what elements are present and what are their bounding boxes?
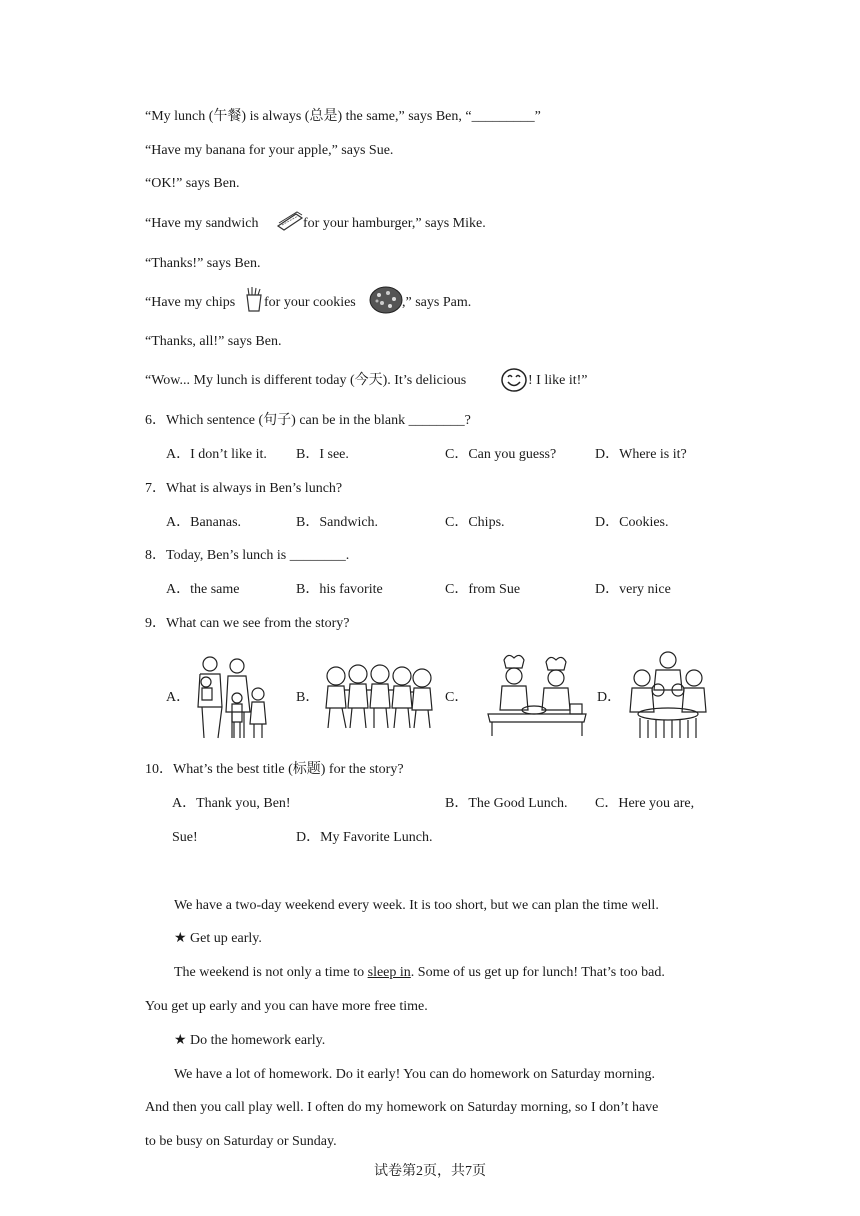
question-6-stem: 6．Which sentence (句子) can be in the blank ________?: [145, 413, 471, 428]
question-10-option-a[interactable]: A．Thank you, Ben!: [172, 796, 291, 811]
story-line-6c: ,” says Pam.: [402, 295, 472, 310]
passage-paragraph-3-line-1: We have a lot of homework. Do it early! You can do homework on Saturday morning.: [174, 1067, 655, 1082]
story-line-4a: “Have my sandwich: [145, 216, 259, 231]
question-7-option-a[interactable]: A．Bananas.: [166, 515, 242, 530]
question-6-option-d[interactable]: D．Where is it?: [595, 447, 687, 462]
sandwich-icon: [276, 210, 304, 232]
question-9-option-c[interactable]: C．: [445, 690, 469, 705]
chips-icon: [244, 286, 264, 312]
diners-picture: [628, 648, 708, 742]
question-10-option-b[interactable]: B．The Good Lunch.: [445, 796, 568, 811]
story-line-5: “Thanks!” says Ben.: [145, 256, 261, 271]
question-10-stem: 10．What’s the best title (标题) for the story?: [145, 762, 404, 777]
story-line-2: “Have my banana for your apple,” says Sue.: [145, 143, 394, 158]
story-line-8b: ! I like it!”: [528, 373, 588, 388]
question-9-stem: 9．What can we see from the story?: [145, 616, 350, 631]
story-line-7: “Thanks, all!” says Ben.: [145, 334, 282, 349]
question-6-option-c[interactable]: C．Can you guess?: [445, 447, 557, 462]
story-line-1: “My lunch (午餐) is always (总是) the same,” says Ben, “_________”: [145, 109, 541, 124]
story-line-3: “OK!” says Ben.: [145, 176, 240, 191]
passage-heading-2: ★ Do the homework early.: [174, 1033, 326, 1048]
passage-paragraph-3-line-3: to be busy on Saturday or Sunday.: [145, 1134, 337, 1149]
story-line-6a: “Have my chips: [145, 295, 236, 310]
question-6-option-b[interactable]: B．I see.: [296, 447, 349, 462]
passage-heading-1: ★ Get up early.: [174, 931, 262, 946]
story-line-4b: for your hamburger,” says Mike.: [303, 216, 486, 231]
smiley-icon: [500, 367, 528, 393]
question-6-option-a[interactable]: A．I don’t like it.: [166, 447, 267, 462]
question-7-stem: 7．What is always in Ben’s lunch?: [145, 481, 343, 496]
question-9-option-a[interactable]: A．: [166, 690, 191, 705]
question-9-option-b[interactable]: B．: [296, 690, 320, 705]
underlined-phrase: sleep in: [367, 965, 411, 980]
question-8-option-a[interactable]: A．the same: [166, 582, 240, 597]
page-footer: 试卷第2页，共7页: [374, 1164, 486, 1179]
passage-paragraph-1: We have a two-day weekend every week. It is too short, but we can plan the time well.: [174, 898, 659, 913]
family-picture: [192, 652, 274, 740]
question-9-option-d[interactable]: D．: [597, 690, 622, 705]
passage-paragraph-2-line-1: [174, 964, 665, 982]
question-7-option-b[interactable]: B．Sandwich.: [296, 515, 379, 530]
children-picture: [322, 662, 434, 732]
story-line-8a: “Wow... My lunch is different today (今天). It’s delicious: [145, 373, 467, 388]
passage-paragraph-2-line-2: You get up early and you can have more free time.: [145, 999, 428, 1014]
passage-text: The weekend is not only a time to: [174, 965, 368, 980]
passage-text: . Some of us get up for lunch! That’s too bad.: [410, 965, 665, 980]
question-8-option-d[interactable]: D．very nice: [595, 582, 671, 597]
question-10-option-c-continued: Sue!: [172, 830, 198, 845]
story-line-6b: for your cookies: [264, 295, 356, 310]
question-8-option-c[interactable]: C．from Sue: [445, 582, 521, 597]
cookie-icon: [369, 285, 403, 315]
question-10-option-c[interactable]: C．Here you are,: [595, 796, 695, 811]
question-7-option-d[interactable]: D．Cookies.: [595, 515, 669, 530]
question-7-option-c[interactable]: C．Chips.: [445, 515, 505, 530]
cooks-picture: [484, 652, 590, 738]
passage-paragraph-3-line-2: And then you call play well. I often do my homework on Saturday morning, so I don’t have: [145, 1100, 659, 1115]
question-8-option-b[interactable]: B．his favorite: [296, 582, 383, 597]
question-10-option-d[interactable]: D．My Favorite Lunch.: [296, 830, 433, 845]
question-8-stem: 8．Today, Ben’s lunch is ________.: [145, 548, 350, 563]
